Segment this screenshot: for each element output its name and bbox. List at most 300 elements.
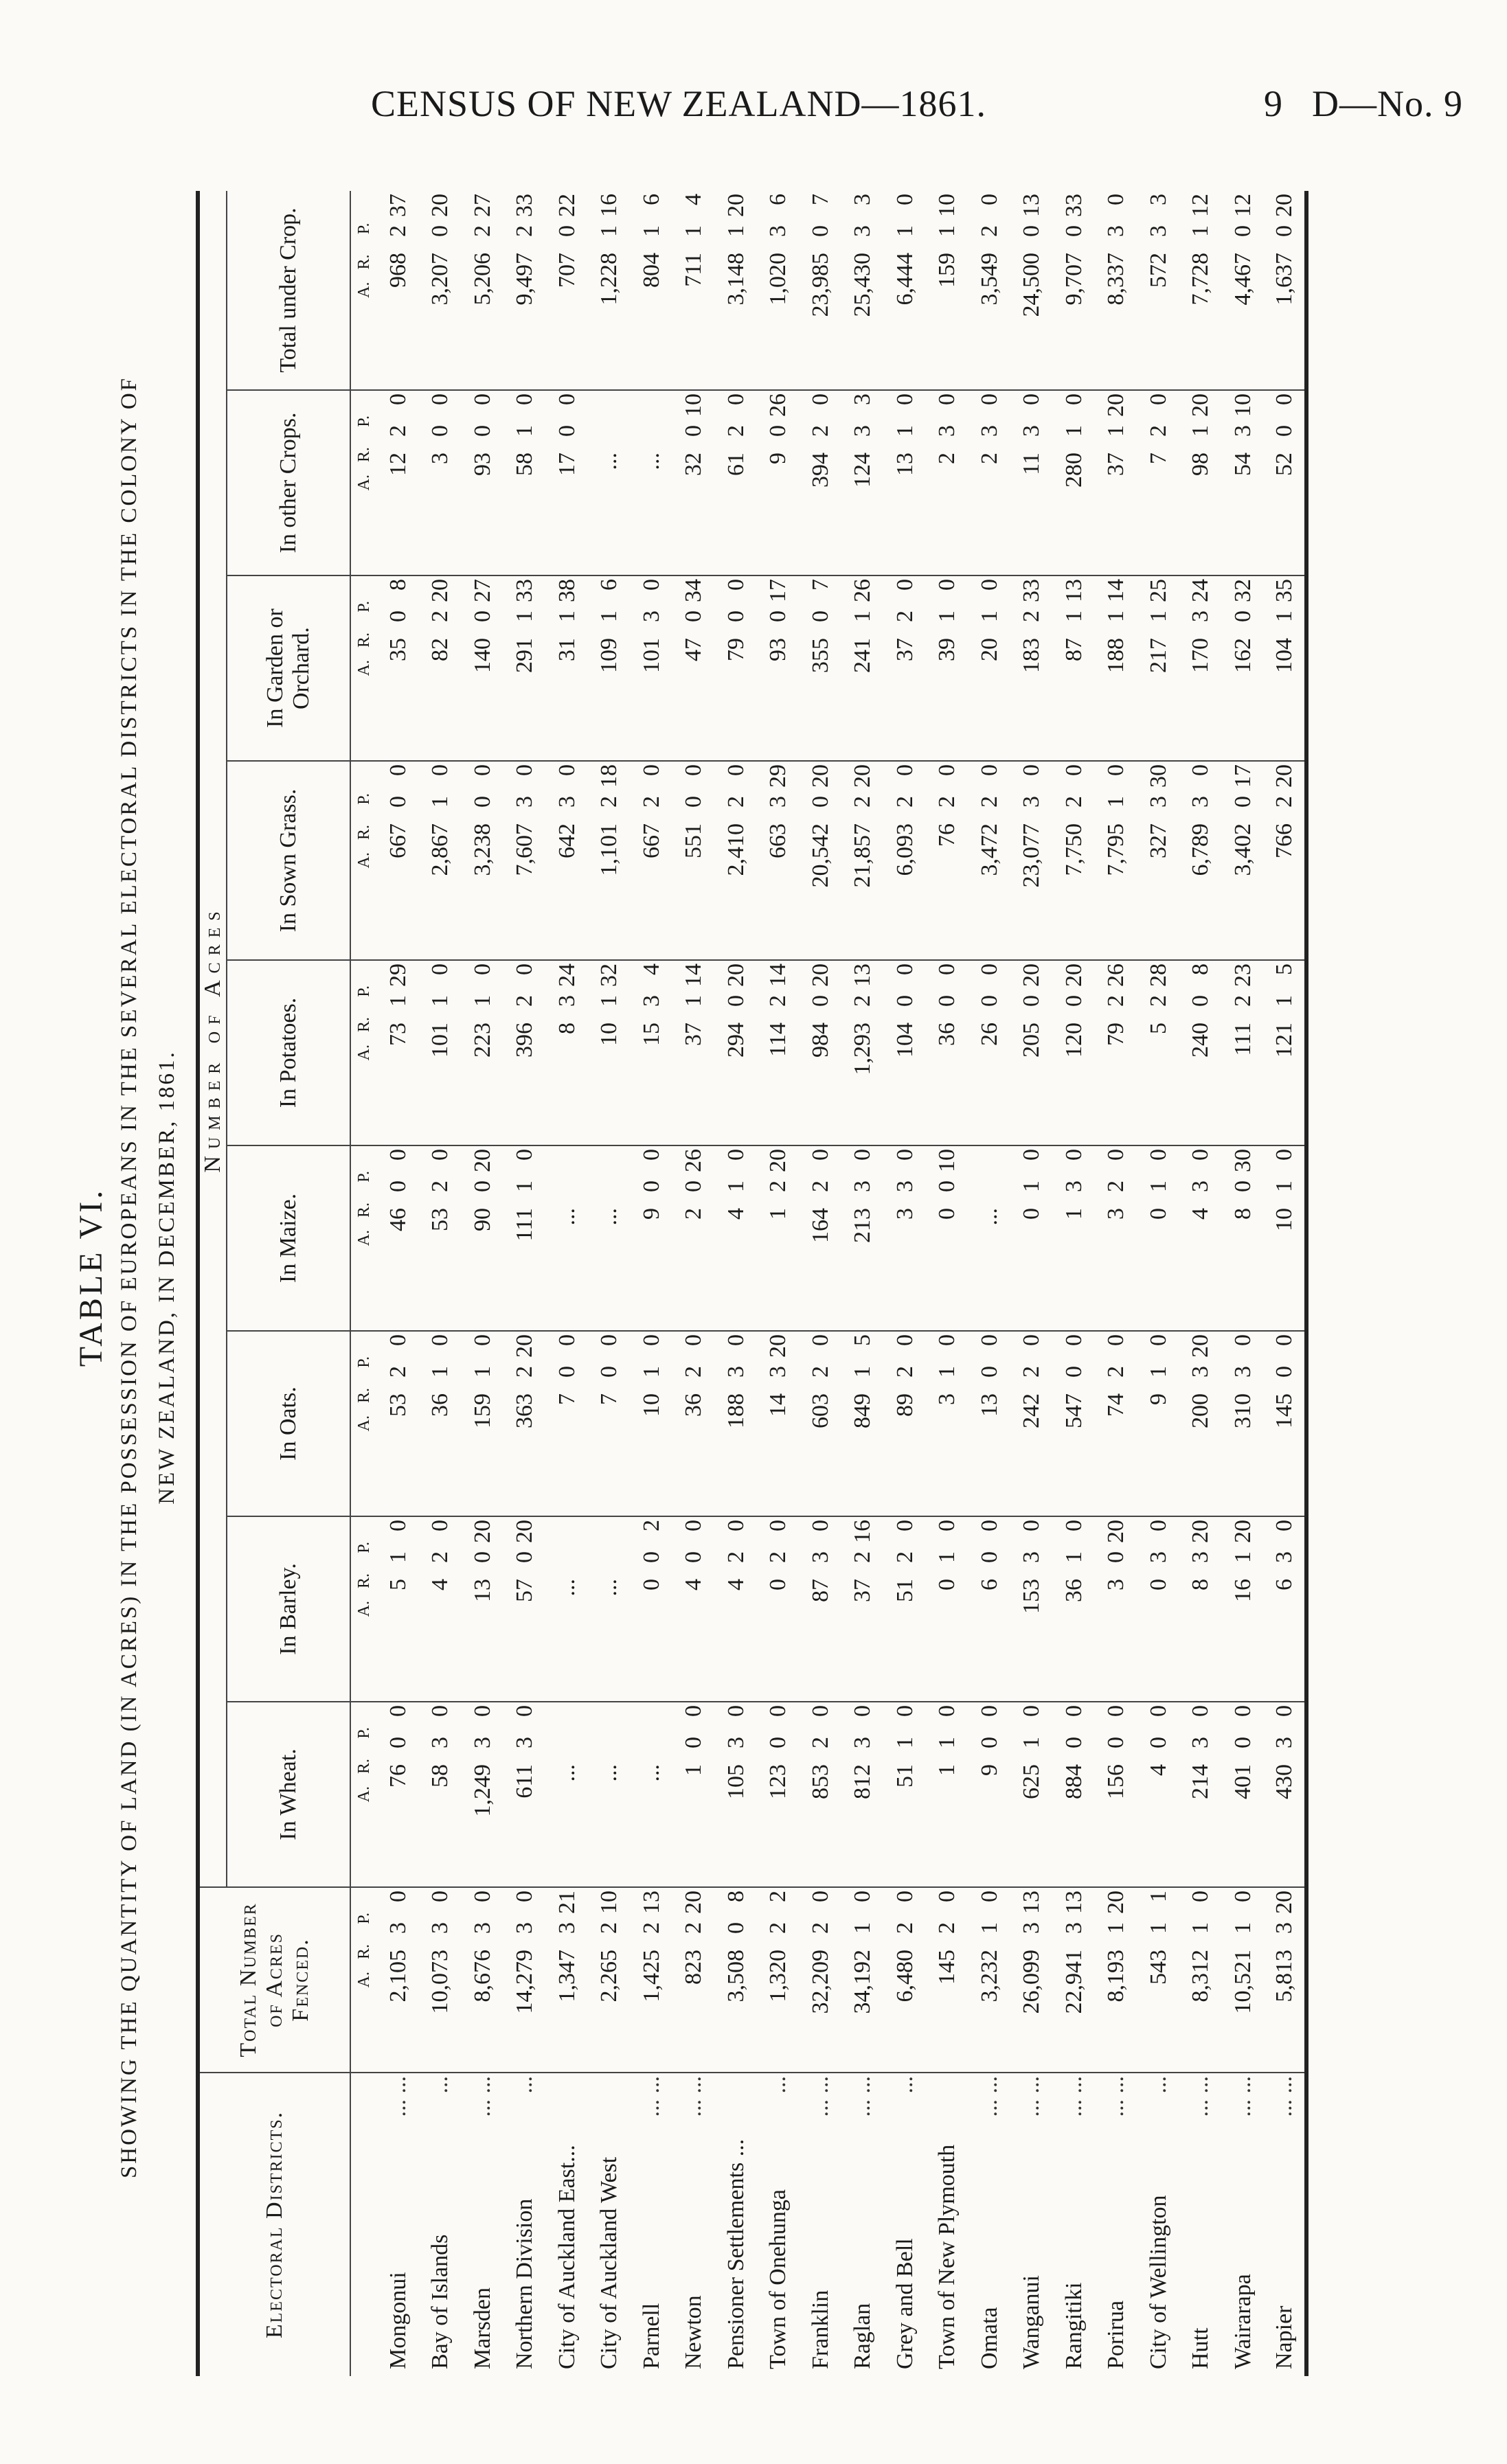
value-p: 0 bbox=[807, 1149, 833, 1161]
value-r: 3 bbox=[1019, 425, 1045, 437]
acre-cell bbox=[1096, 191, 1138, 390]
value-r: 0 bbox=[1061, 1737, 1087, 1748]
acre-cell bbox=[968, 1702, 1011, 1887]
value-p: 0 bbox=[469, 1705, 495, 1717]
value-r: 3 bbox=[1230, 1366, 1256, 1378]
value-p: 0 bbox=[976, 963, 1002, 975]
value-r: 2 bbox=[892, 1551, 918, 1563]
value-r: 0 bbox=[469, 425, 495, 437]
value-r: 3 bbox=[1145, 1551, 1171, 1563]
district-label: Porirua bbox=[1103, 2300, 1129, 2369]
value-r: 0 bbox=[765, 425, 791, 437]
header-potatoes: In Potatoes. bbox=[227, 960, 350, 1145]
value-p: 0 bbox=[934, 1334, 960, 1346]
value-a: 4 bbox=[681, 1579, 707, 1590]
value-r: 3 bbox=[723, 1737, 749, 1748]
value-a: 363 bbox=[512, 1393, 538, 1428]
value-r: 2 bbox=[765, 1551, 791, 1563]
value-p: 0 bbox=[1061, 764, 1087, 776]
value-p: 0 bbox=[469, 393, 495, 405]
value-r: 0 bbox=[427, 225, 453, 237]
value-p: 0 bbox=[934, 1891, 960, 1902]
table-row bbox=[377, 191, 420, 2376]
value-p: 20 bbox=[1061, 963, 1087, 987]
value-a: 36 bbox=[681, 1393, 707, 1417]
value-a: 37 bbox=[850, 1579, 876, 1602]
value-p: 0 bbox=[1061, 1520, 1087, 1531]
value-a: 1,320 bbox=[765, 1950, 791, 2003]
value-a: 26,099 bbox=[1019, 1950, 1045, 2014]
value-r: 1 bbox=[554, 611, 580, 622]
value-a: 0 bbox=[1019, 1208, 1045, 1220]
leader-dots: ... bbox=[892, 2076, 918, 2094]
value-p: 14 bbox=[681, 963, 707, 987]
acre-cell bbox=[1011, 191, 1054, 390]
value-r: 0 bbox=[976, 1551, 1002, 1563]
value-p: 0 bbox=[638, 579, 664, 591]
value-a: 90 bbox=[469, 1208, 495, 1231]
value-a: 543 bbox=[1145, 1950, 1171, 1985]
value-p: 0 bbox=[1103, 764, 1129, 776]
value-p: 20 bbox=[1230, 1520, 1256, 1543]
value-r: 3 bbox=[469, 1922, 495, 1934]
acre-cell bbox=[715, 1145, 758, 1331]
value-p: 32 bbox=[1230, 579, 1256, 602]
unit-cell bbox=[350, 1145, 377, 1331]
value-r: 0 bbox=[385, 1180, 411, 1192]
acre-cell bbox=[1096, 1145, 1138, 1331]
district-label: Napier bbox=[1271, 2305, 1297, 2369]
value-r: 1 bbox=[1230, 1922, 1256, 1934]
value-r: 1 bbox=[1145, 1922, 1171, 1934]
value-a: 5,813 bbox=[1271, 1950, 1297, 2003]
value-r: 0 bbox=[1230, 796, 1256, 808]
leader-dots: ... ... bbox=[1188, 2076, 1214, 2117]
value-p: 0 bbox=[427, 1149, 453, 1161]
district-name bbox=[504, 2073, 547, 2376]
value-r: 1 bbox=[976, 611, 1002, 622]
acre-cell bbox=[1265, 575, 1307, 761]
value-r: 0 bbox=[427, 425, 453, 437]
value-p: 0 bbox=[681, 1705, 707, 1717]
value-p: 0 bbox=[385, 1891, 411, 1902]
value-p: 0 bbox=[1019, 1520, 1045, 1531]
acre-cell bbox=[842, 1516, 885, 1702]
value-a: 120 bbox=[1061, 1023, 1087, 1058]
value-r: 3 bbox=[1103, 225, 1129, 237]
acre-cell bbox=[589, 1145, 631, 1331]
table-row bbox=[884, 191, 927, 2376]
acre-cell bbox=[673, 191, 716, 390]
value-p: 0 bbox=[723, 1705, 749, 1717]
district-name bbox=[589, 2073, 631, 2376]
value-a: 145 bbox=[1271, 1393, 1297, 1428]
value-a: 766 bbox=[1271, 823, 1297, 858]
district-label: Wairarapa bbox=[1230, 2274, 1256, 2369]
value-a: 884 bbox=[1061, 1764, 1087, 1799]
value-r: 0 bbox=[638, 1551, 664, 1563]
acre-cell bbox=[1180, 191, 1223, 390]
table-row bbox=[968, 191, 1011, 2376]
value-p: 20 bbox=[1188, 1334, 1214, 1358]
acre-cell bbox=[1222, 1331, 1265, 1516]
value-p: 20 bbox=[1103, 1520, 1129, 1543]
acre-cell bbox=[1053, 1887, 1096, 2073]
value-p: 21 bbox=[554, 1891, 580, 1914]
value-p: 0 bbox=[512, 1149, 538, 1161]
value-r: 0 bbox=[1271, 1366, 1297, 1378]
value-p: 0 bbox=[1230, 1334, 1256, 1346]
value-a: 9 bbox=[976, 1764, 1002, 1776]
table-row bbox=[1096, 191, 1138, 2376]
table-row bbox=[546, 191, 589, 2376]
value-r: 1 bbox=[1103, 796, 1129, 808]
value-r: 0 bbox=[934, 995, 960, 1007]
value-r: 2 bbox=[807, 1366, 833, 1378]
value-a: 1,249 bbox=[469, 1764, 495, 1817]
district-label: Hutt bbox=[1188, 2327, 1214, 2369]
unit-a: A. bbox=[355, 660, 373, 676]
value-p: 0 bbox=[850, 1149, 876, 1161]
value-r: 3 bbox=[1019, 1922, 1045, 1934]
acre-cell bbox=[800, 1516, 842, 1702]
value-a: 51 bbox=[892, 1579, 918, 1602]
value-r: 1 bbox=[681, 225, 707, 237]
value-p: 0 bbox=[765, 1705, 791, 1717]
acre-cell bbox=[1222, 761, 1265, 960]
value-p: 0 bbox=[976, 1520, 1002, 1531]
unit-p: P. bbox=[355, 1913, 373, 1924]
value-a: 79 bbox=[723, 638, 749, 661]
acre-cell bbox=[504, 191, 547, 390]
acre-cell bbox=[968, 575, 1011, 761]
value-r: 3 bbox=[765, 225, 791, 237]
value-p: 0 bbox=[892, 1149, 918, 1161]
value-r: 3 bbox=[554, 1922, 580, 1934]
value-p: 0 bbox=[1019, 1334, 1045, 1346]
value-p: 0 bbox=[1145, 1334, 1171, 1346]
value-p: 0 bbox=[892, 1705, 918, 1717]
value-r: 0 bbox=[976, 995, 1002, 1007]
value-a: 104 bbox=[892, 1023, 918, 1058]
acre-cell bbox=[1096, 960, 1138, 1145]
acre-cell bbox=[884, 1516, 927, 1702]
value-a: 58 bbox=[512, 453, 538, 476]
acre-cell bbox=[715, 960, 758, 1145]
value-r: 0 bbox=[681, 1180, 707, 1192]
leader-dots: ... ... bbox=[1103, 2076, 1129, 2117]
table-row bbox=[504, 191, 547, 2376]
value-r: 0 bbox=[1230, 225, 1256, 237]
value-a: 10 bbox=[596, 1023, 622, 1046]
value-r: 1 bbox=[1188, 1922, 1214, 1934]
value-r: 3 bbox=[723, 1366, 749, 1378]
value-r: 0 bbox=[807, 611, 833, 622]
acre-cell bbox=[1180, 1331, 1223, 1516]
value-p: 0 bbox=[638, 1334, 664, 1346]
value-a: 1,425 bbox=[638, 1950, 664, 2003]
acre-cell bbox=[462, 1331, 504, 1516]
district-label: Town of New Plymouth bbox=[934, 2144, 960, 2369]
acre-cell bbox=[1180, 1887, 1223, 2073]
acre-cell bbox=[968, 960, 1011, 1145]
leader-dots: ... ... bbox=[385, 2076, 411, 2117]
acre-cell bbox=[884, 1145, 927, 1331]
value-p: 16 bbox=[850, 1520, 876, 1543]
value-a: 280 bbox=[1061, 453, 1087, 488]
value-a: ... bbox=[596, 1764, 622, 1782]
value-p: 0 bbox=[469, 764, 495, 776]
acre-cell bbox=[673, 761, 716, 960]
value-r: 3 bbox=[850, 1180, 876, 1192]
value-a: 7,728 bbox=[1188, 252, 1214, 306]
value-p: 38 bbox=[554, 579, 580, 602]
value-a: 26 bbox=[976, 1023, 1002, 1046]
table-row bbox=[631, 191, 673, 2376]
value-a: 17 bbox=[554, 453, 580, 476]
value-p: 20 bbox=[765, 1149, 791, 1172]
value-a: 10,521 bbox=[1230, 1950, 1256, 2014]
value-r: 1 bbox=[1145, 1366, 1171, 1378]
value-a: 13 bbox=[892, 453, 918, 476]
value-r: 0 bbox=[469, 1551, 495, 1563]
value-a: 8 bbox=[1230, 1208, 1256, 1220]
value-a: 87 bbox=[1061, 638, 1087, 661]
value-p: 0 bbox=[1271, 1149, 1297, 1161]
acre-cell bbox=[420, 575, 462, 761]
value-p: 0 bbox=[554, 1334, 580, 1346]
value-p: 0 bbox=[976, 1705, 1002, 1717]
value-p: 0 bbox=[934, 579, 960, 591]
value-p: 0 bbox=[385, 1520, 411, 1531]
value-p: 0 bbox=[934, 1705, 960, 1717]
value-p: 0 bbox=[934, 764, 960, 776]
value-a: 603 bbox=[807, 1393, 833, 1428]
value-p: 0 bbox=[892, 963, 918, 975]
district-name bbox=[546, 2073, 589, 2376]
value-a: 547 bbox=[1061, 1393, 1087, 1428]
value-a: 24,500 bbox=[1019, 252, 1045, 317]
acre-cell bbox=[1180, 390, 1223, 575]
value-r: 1 bbox=[469, 995, 495, 1007]
acre-cell bbox=[1011, 1331, 1054, 1516]
value-r: 3 bbox=[765, 1366, 791, 1378]
value-a: 164 bbox=[807, 1208, 833, 1243]
value-p: 0 bbox=[892, 579, 918, 591]
value-a: 707 bbox=[554, 252, 580, 288]
value-r: 1 bbox=[427, 995, 453, 1007]
acre-cell bbox=[420, 1331, 462, 1516]
value-a: 291 bbox=[512, 638, 538, 673]
value-a: 242 bbox=[1019, 1393, 1045, 1428]
value-a: 1 bbox=[934, 1764, 960, 1776]
acre-cell bbox=[420, 1887, 462, 2073]
acre-cell bbox=[715, 575, 758, 761]
acre-cell bbox=[1222, 390, 1265, 575]
value-p: 0 bbox=[469, 1891, 495, 1902]
unit-p: P. bbox=[355, 415, 373, 427]
acre-cell bbox=[968, 1887, 1011, 2073]
value-p: 20 bbox=[1188, 393, 1214, 417]
value-a: 109 bbox=[596, 638, 622, 673]
value-r: 2 bbox=[807, 1180, 833, 1192]
document-number: D—No. 9 bbox=[1312, 83, 1463, 124]
table-row bbox=[800, 191, 842, 2376]
value-p: 0 bbox=[1188, 1891, 1214, 1902]
table-row bbox=[673, 191, 716, 2376]
acre-cell bbox=[968, 1331, 1011, 1516]
acre-cell bbox=[631, 1702, 673, 1887]
acre-cell bbox=[504, 1702, 547, 1887]
district-name bbox=[1180, 2073, 1223, 2376]
value-p: 26 bbox=[765, 393, 791, 417]
district-name bbox=[884, 2073, 927, 2376]
value-a: 170 bbox=[1188, 638, 1214, 673]
acre-cell bbox=[462, 1702, 504, 1887]
acre-cell bbox=[1137, 1145, 1180, 1331]
value-a: 51 bbox=[892, 1764, 918, 1788]
leader-dots: ... ... bbox=[976, 2076, 1002, 2117]
value-a: 214 bbox=[1188, 1764, 1214, 1799]
acre-cell bbox=[1265, 1702, 1307, 1887]
value-a: 54 bbox=[1230, 453, 1256, 476]
value-p: 0 bbox=[427, 764, 453, 776]
unit-a: A. bbox=[355, 1230, 373, 1246]
page-title: CENSUS OF NEW ZEALAND—1861. bbox=[371, 83, 987, 124]
value-a: 2 bbox=[976, 453, 1002, 464]
value-r: 2 bbox=[807, 425, 833, 437]
acre-cell bbox=[927, 390, 969, 575]
acre-cell bbox=[631, 390, 673, 575]
district-label: Rangitiki bbox=[1061, 2282, 1087, 2369]
value-p: 0 bbox=[892, 1334, 918, 1346]
value-a: 3,472 bbox=[976, 823, 1002, 876]
acre-cell bbox=[842, 191, 885, 390]
value-p: 30 bbox=[1145, 764, 1171, 788]
value-p: 0 bbox=[723, 1520, 749, 1531]
value-r: 1 bbox=[596, 225, 622, 237]
value-a: 1 bbox=[1061, 1208, 1087, 1220]
value-a: 984 bbox=[807, 1023, 833, 1058]
value-r: 2 bbox=[723, 425, 749, 437]
value-r: 0 bbox=[681, 796, 707, 808]
acre-cell bbox=[546, 1887, 589, 2073]
value-a: 823 bbox=[681, 1950, 707, 1985]
value-p: 13 bbox=[1019, 193, 1045, 217]
value-p: 0 bbox=[1019, 393, 1045, 405]
value-p: 0 bbox=[512, 1891, 538, 1902]
leader-dots: ... bbox=[1145, 2076, 1171, 2094]
value-p: 0 bbox=[385, 1334, 411, 1346]
unit-r: R. bbox=[355, 1202, 373, 1218]
table-row bbox=[1265, 191, 1307, 2376]
value-p: 0 bbox=[892, 393, 918, 405]
table-row bbox=[420, 191, 462, 2376]
value-r: 1 bbox=[512, 1180, 538, 1192]
acre-cell bbox=[420, 761, 462, 960]
value-p: 0 bbox=[427, 1334, 453, 1346]
table-row bbox=[842, 191, 885, 2376]
value-p: 0 bbox=[976, 764, 1002, 776]
value-r: 0 bbox=[554, 225, 580, 237]
acre-cell bbox=[927, 1887, 969, 2073]
district-label: City of Auckland East... bbox=[554, 2145, 580, 2369]
value-p: 0 bbox=[638, 764, 664, 776]
district-label: Marsden bbox=[469, 2288, 495, 2369]
table-row bbox=[589, 191, 631, 2376]
value-r: 2 bbox=[638, 796, 664, 808]
value-p: 0 bbox=[723, 1149, 749, 1161]
value-r: 0 bbox=[554, 425, 580, 437]
value-a: 1 bbox=[765, 1208, 791, 1220]
value-p: 0 bbox=[1271, 393, 1297, 405]
value-r: 3 bbox=[1188, 1366, 1214, 1378]
header-other-crops: In other Crops. bbox=[227, 390, 350, 575]
value-p: 0 bbox=[1271, 1705, 1297, 1717]
value-a: 430 bbox=[1271, 1764, 1297, 1799]
acre-cell bbox=[504, 960, 547, 1145]
value-p: 0 bbox=[976, 193, 1002, 205]
acre-cell bbox=[377, 960, 420, 1145]
acre-cell bbox=[968, 390, 1011, 575]
value-a: 2,867 bbox=[427, 823, 453, 876]
value-r: 1 bbox=[1188, 425, 1214, 437]
leader-dots: ... ... bbox=[850, 2076, 876, 2117]
value-r: 2 bbox=[723, 1551, 749, 1563]
leader-dots: ... bbox=[427, 2076, 453, 2094]
value-a: 20,542 bbox=[807, 823, 833, 888]
value-p: 0 bbox=[1271, 1520, 1297, 1531]
value-p: 8 bbox=[1188, 963, 1214, 975]
value-r: 1 bbox=[934, 1366, 960, 1378]
district-label: Town of Onehunga bbox=[765, 2189, 791, 2369]
value-a: 611 bbox=[512, 1764, 538, 1799]
value-r: 0 bbox=[807, 225, 833, 237]
value-r: 2 bbox=[850, 796, 876, 808]
unit-a: A. bbox=[355, 1601, 373, 1617]
unit-row bbox=[350, 191, 377, 2376]
value-p: 20 bbox=[469, 1149, 495, 1172]
acre-cell bbox=[1011, 1145, 1054, 1331]
value-p: 20 bbox=[427, 193, 453, 217]
acre-cell bbox=[800, 575, 842, 761]
value-r: 1 bbox=[723, 1180, 749, 1192]
acre-cell bbox=[927, 1145, 969, 1331]
acre-cell bbox=[1011, 1702, 1054, 1887]
value-a: 8,312 bbox=[1188, 1950, 1214, 2003]
acre-cell bbox=[462, 761, 504, 960]
leader-dots: ... ... bbox=[469, 2076, 495, 2117]
value-a: 6 bbox=[1271, 1579, 1297, 1590]
value-a: 10 bbox=[1271, 1208, 1297, 1231]
district-name bbox=[377, 2073, 420, 2376]
value-p: 0 bbox=[554, 393, 580, 405]
value-p: 22 bbox=[554, 193, 580, 217]
value-a: 0 bbox=[934, 1208, 960, 1220]
value-r: 1 bbox=[934, 611, 960, 622]
unit-blank bbox=[350, 2073, 377, 2376]
acre-cell bbox=[800, 390, 842, 575]
value-a: 394 bbox=[807, 453, 833, 488]
unit-a: A. bbox=[355, 1415, 373, 1432]
value-p: 13 bbox=[1061, 1891, 1087, 1914]
value-p: 0 bbox=[681, 764, 707, 776]
table-caption-line-2: NEW ZEALAND, IN DECEMBER, 1861. bbox=[155, 1050, 179, 1505]
value-r: 3 bbox=[1061, 1180, 1087, 1192]
acre-cell bbox=[968, 191, 1011, 390]
district-name bbox=[631, 2073, 673, 2376]
value-p: 6 bbox=[638, 193, 664, 205]
